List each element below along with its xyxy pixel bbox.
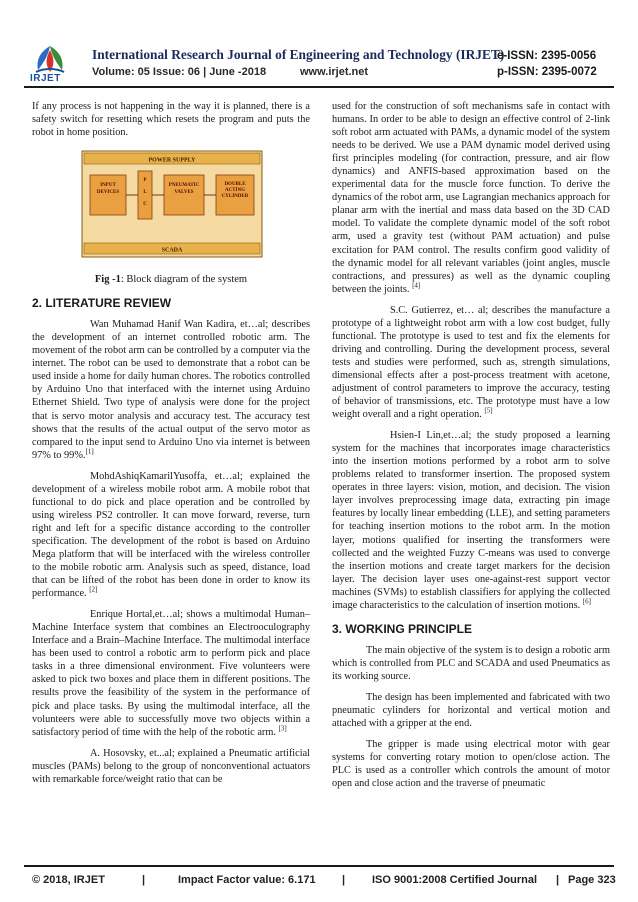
block-diagram	[32, 147, 310, 261]
section-3-title: 3. WORKING PRINCIPLE	[332, 621, 473, 636]
working-principle-para-1: The main objective of the system is to design a robotic arm which is controlled from PLC and SCADA and used Pneumatics as its working source.	[332, 644, 610, 682]
svg-text:DOUBLE: DOUBLE	[224, 182, 246, 188]
lit-review-para-1: Wan Muhamad Hanif Wan Kadira, et…al; describes the development of an internet controlled robotic arm. The movement of the robot arm can be controlled by a computer via the internet. The robot can be used to demonstrate that a robot can be used inside a home for daily human chores. The robotics controlled by Arduino Uno that interfaced with the internet using Arduino Ethernet Shield. Two type of analysis were done for the project that is servo motor analysis and accuracy test. The accuracy test shows that the results of the actual output of the servo motor as compared to the input send to Arduino Uno via internet is between 97% to 99%.[1]	[32, 319, 310, 461]
svg-text:C: C	[143, 202, 147, 208]
input-devices-block	[90, 175, 126, 215]
journal-title: International Research Journal of Engineering and Technology (IRJET)	[92, 47, 505, 62]
svg-text:INPUT: INPUT	[100, 183, 116, 189]
working-principle-para-3: The gripper is made using electrical motor with gear systems for converting rotary motion to open/close action. The PLC is used as a controller which controls the amount of motor open and close action and the traverse of pneumatic	[332, 739, 610, 790]
journal-website: www.irjet.net	[300, 66, 369, 78]
svg-text:L: L	[143, 190, 147, 196]
lit-review-para-4-cont: used for the construction of soft mechanisms safe in contact with humans. In order to be able to design an effective control of 2-link soft robot arm actuated with PAMs, a dynamic model of the system needs to be derived. We use a PAM dynamic model derived using first principles modeling (for contraction, pressure, and air flow dynamics) and ANFIS-based approximation based on the experimental data for the muscle force function. To derive the dynamics of the robot arm, use Lagrangian mechanics approach for planar arm with the inertial and mass data based on the 3D CAD model. To validate the complete dynamic model of the soft robot arm, used a gravity test (without PAM actuation) and pulse excitation for PAM control. The results confirm good validity of the dynamic model for all relevant variables (joint angles, muscle contractions, and pressures) as well as the dynamic coupling between the joints. [4]	[332, 101, 610, 295]
lit-review-para-5: S.C. Gutierrez, et… al; describes the manufacture a prototype of a lightweight robot arm with a low cost budget, fully functional. The prototype is used to test and fix the elements for driving and controlling. During the development process, several tests and studies were performed, such as, strength simulations, dimensional effects after a post-process treatment with acetone, adjustment of control parameters to improve the accuracy, testing of behavior of transmissions, etc. The prototype must have a low weight overall and a right operation. [5]	[332, 304, 610, 421]
right-column	[332, 100, 610, 798]
lit-review-para-4: A. Hosovsky, et...al; explained a Pneumatic artificial muscles (PAMs) belong to the group of nonconventional actuators with remarkable force/weight ratio that can be	[32, 747, 310, 785]
journal-header	[0, 0, 638, 96]
working-principle-para-2: The design has been implemented and fabricated with two pneumatic cylinders for horizontal and vertical motion and attached with a gripper at the end.	[332, 691, 610, 730]
lit-review-para-6: Hsien-I Lin,et…al; the study proposed a learning system for the machines that incorporates image characteristics into the insertion motions performed by a robot arm to solve problems related to transformer insertion. The proposed system operates in three layers: vision, motion, and decision. The vision layer involves preprocessing image data, extracting pin image features by locally linear embedding (LLE), and setting parameters for teaching insertion motions to the robot arm. In the motion layer, motions qualified for inserting the transformers were collected and the weighted Fuzzy C-means was used to converge the insertion motions and create target markers for the decision layer. The decision layer uses one-against-rest support vector machines (SVMs) to establish classifiers for applying the collected image characteristics to the calculation of insertion motions. [6]	[332, 430, 610, 611]
footer-copyright: © 2018, IRJET	[32, 874, 105, 886]
svg-text:PNEUMATIC: PNEUMATIC	[168, 183, 200, 189]
volume-issue: Volume: 05 Issue: 06 | June -2018	[92, 66, 267, 78]
footer-separator: |	[342, 874, 346, 886]
svg-text:CYLINDER: CYLINDER	[221, 194, 249, 200]
block-diagram-figure	[32, 147, 310, 261]
logo-text: IRJET	[30, 73, 61, 84]
svg-text:P: P	[143, 178, 147, 184]
lit-review-para-3: Enrique Hortal,et…al; shows a multimodal Human–Machine Interface system that combines an Electrooculography Interface and a Brain–Machine Interface. The multimodal interface has been used to control a robotic arm to perform pick and place tasks in a three dimensional environment. Five volunteers were asked to pick two boxes and place them in different positions. The results prove the feasibility of the system in the performance of pick and place tasks. By using the multimodal interface, all the volunteers were able to successfully move two objects within a satisfactory period of time with the help of the robotic arm. [3]	[32, 609, 310, 738]
lit-review-para-2: MohdAshiqKamarilYusoffa, et…al; explained the development of a wireless mobile robot arm. A mobile robot that functional to do pick and place operation and be controlled by using wireless PS2 controller. It can move forward, reverse, turn right and left for a specific distance according to the controller specification. The development of the robot is based on Arduino Mega platform that will be interfaced with the wireless controller to the mobile robotic arm. Analysis such as speed, distance, load that can be lifted of the robot has been done in order to know its performance. [2]	[32, 470, 310, 600]
footer-separator: |	[556, 874, 560, 886]
footer-rule	[24, 865, 614, 867]
intro-paragraph: If any process is not happening in the way it is planned, there is a safety switch for resetting which resets the program and puts the robot in home position.	[32, 101, 310, 139]
e-issn: e-ISSN: 2395-0056	[497, 50, 597, 62]
footer-impact-factor: Impact Factor value: 6.171	[178, 874, 316, 886]
footer-iso: ISO 9001:2008 Certified Journal	[372, 874, 538, 886]
svg-text:VALVES: VALVES	[174, 190, 194, 196]
svg-text:DEVICES: DEVICES	[96, 190, 120, 196]
scada-label: SCADA	[161, 247, 183, 254]
header-rule	[24, 86, 614, 88]
pneumatic-valves-block	[164, 175, 204, 215]
footer-separator: |	[142, 874, 146, 886]
figure-caption: Fig -1: Block diagram of the system	[94, 274, 248, 286]
p-issn: p-ISSN: 2395-0072	[497, 66, 597, 78]
svg-text:ACTING: ACTING	[224, 188, 246, 194]
section-2-title: 2. LITERATURE REVIEW	[32, 296, 172, 311]
power-supply-label: POWER SUPPLY	[148, 157, 196, 164]
left-column	[32, 100, 310, 794]
footer-page-number: Page 323	[568, 874, 616, 886]
